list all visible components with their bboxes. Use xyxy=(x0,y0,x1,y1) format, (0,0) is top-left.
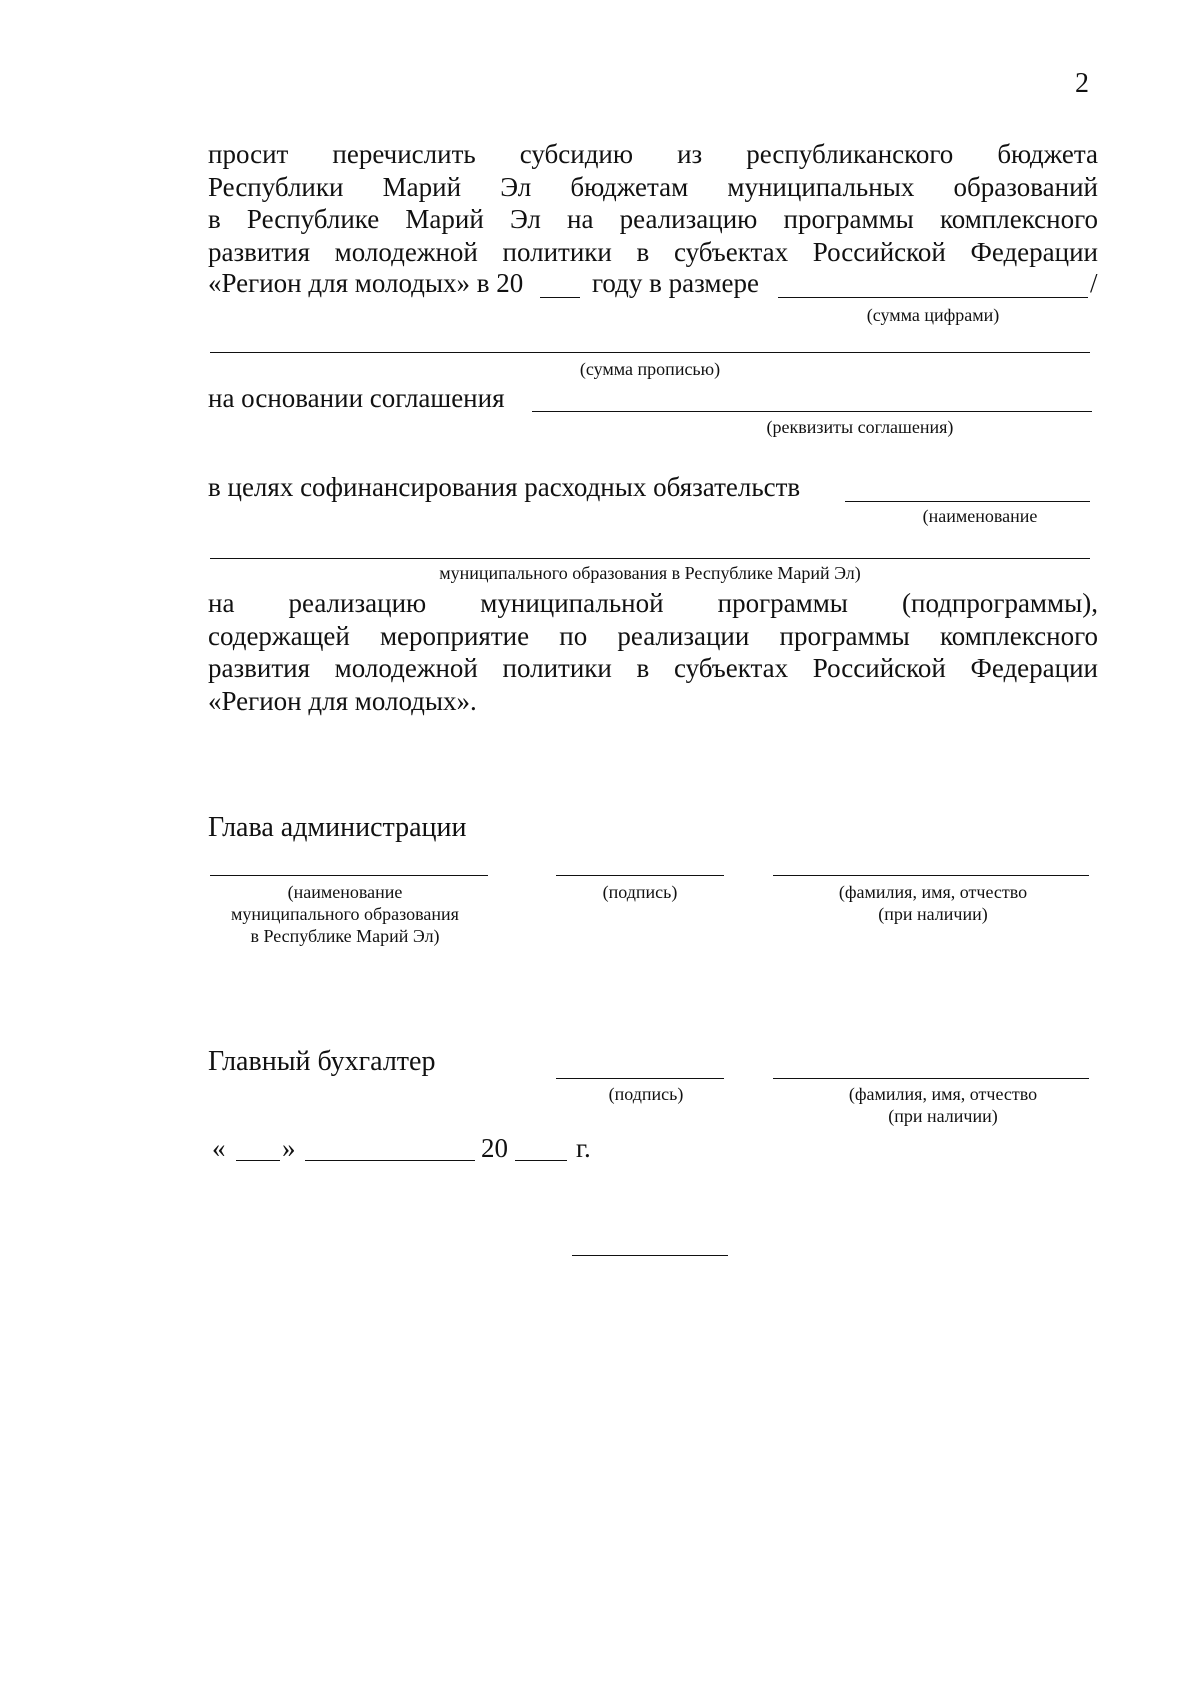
cofinancing-label: в целях софинансирования расходных обязательств xyxy=(208,472,801,502)
accountant-signature-caption: (подпись) xyxy=(608,1084,684,1104)
paragraph-line: развития молодежной политики в субъектах Российской Федерации xyxy=(208,236,1098,267)
closing-separator xyxy=(572,1255,728,1256)
head-title: Глава администрации xyxy=(208,812,467,843)
sum-digits-blank[interactable] xyxy=(778,297,1088,298)
agreement-label: на основании соглашения xyxy=(208,383,505,413)
date-year-blank[interactable] xyxy=(515,1160,567,1161)
accountant-fio-caption: (фамилия, имя, отчество (при наличии) xyxy=(848,1084,1038,1126)
head-signature-blank[interactable] xyxy=(556,875,724,876)
head-fio-blank[interactable] xyxy=(773,875,1089,876)
sum-words-caption: (сумма прописью) xyxy=(579,359,721,379)
agreement-blank[interactable] xyxy=(532,411,1092,412)
name-caption-end: муниципального образования в Республике Марий Эл) xyxy=(439,563,861,583)
paragraph-line: Республики Марий Эл бюджетам муниципальных образований xyxy=(208,171,1098,202)
cofinancing-blank[interactable] xyxy=(845,501,1090,502)
page-number: 2 xyxy=(1075,68,1089,99)
date-close-quote: » xyxy=(282,1133,296,1163)
year-blank[interactable] xyxy=(540,297,580,298)
paragraph-line: развития молодежной политики в субъектах Российской Федерации xyxy=(208,653,1098,683)
date-open-quote: « xyxy=(212,1133,226,1163)
accountant-fio-blank[interactable] xyxy=(773,1078,1089,1079)
request-paragraph xyxy=(208,138,1098,268)
head-name-caption: (наименование муниципального образования в Республике Марий Эл) xyxy=(231,882,459,946)
paragraph-line: содержащей мероприятие по реализации программы комплексного xyxy=(208,620,1098,651)
slash: / xyxy=(1090,268,1098,298)
year-line-prefix: «Регион для молодых» в 20 xyxy=(208,268,524,298)
municipality-blank[interactable] xyxy=(210,558,1090,559)
accountant-signature-blank[interactable] xyxy=(556,1078,724,1079)
agreement-caption: (реквизиты соглашения) xyxy=(766,417,954,437)
head-name-blank[interactable] xyxy=(210,875,488,876)
sum-words-blank[interactable] xyxy=(210,352,1090,353)
purpose-paragraph xyxy=(208,587,1098,717)
paragraph-line: на реализацию муниципальной программы (подпрограммы), xyxy=(208,588,1098,618)
name-caption-start: (наименование xyxy=(922,506,1038,526)
date-day-blank[interactable] xyxy=(236,1160,280,1161)
head-signature-caption: (подпись) xyxy=(602,882,678,902)
date-year-suffix: г. xyxy=(576,1133,591,1163)
date-year-prefix: 20 xyxy=(481,1133,508,1163)
date-month-blank[interactable] xyxy=(305,1160,475,1161)
paragraph-line: в Республике Марий Эл на реализацию программы комплексного xyxy=(208,204,1098,234)
paragraph-line: «Регион для молодых». xyxy=(208,685,477,716)
head-fio-caption: (фамилия, имя, отчество (при наличии) xyxy=(838,882,1028,924)
accountant-title: Главный бухгалтер xyxy=(208,1046,436,1077)
sum-digits-caption: (сумма цифрами) xyxy=(866,305,1000,325)
paragraph-line: просит перечислить субсидию из республиканского бюджета xyxy=(208,139,1098,169)
year-line-middle: году в размере xyxy=(592,268,759,298)
